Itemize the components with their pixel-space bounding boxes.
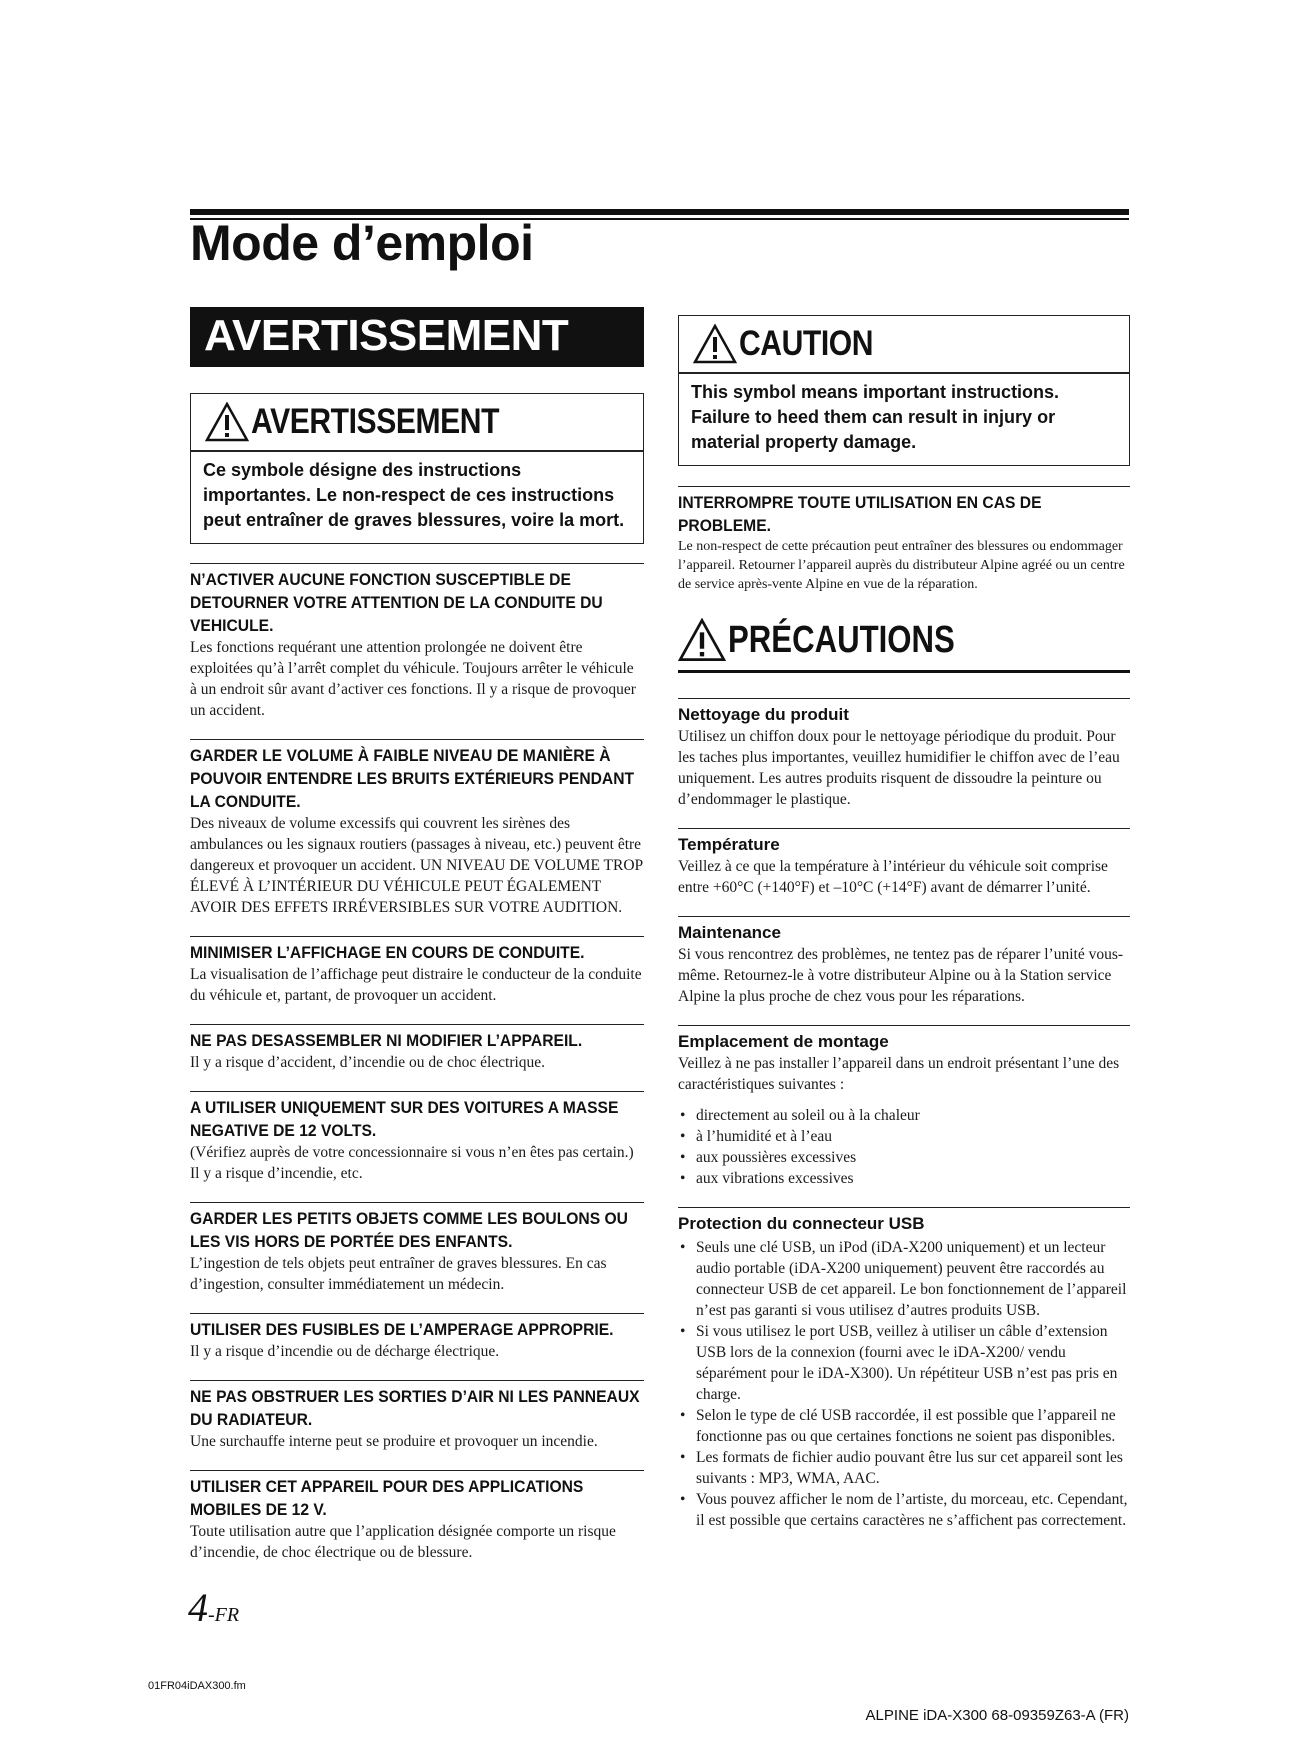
list-item: • à l’humidité et à l’eau [678, 1126, 1130, 1147]
section-heading: GARDER LES PETITS OBJETS COMME LES BOULONS OU LES VIS HORS DE PORTÉE DES ENFANTS. [190, 1209, 628, 1251]
section-emplacement [678, 1025, 1130, 1189]
section-temperature [678, 828, 1130, 898]
section-petits-objets [190, 1202, 644, 1295]
list-item: • Vous pouvez afficher le nom de l’artiste, du morceau, etc. Cependant, il est possible que certains caractères ne s’affichent pas correctement. [678, 1489, 1130, 1531]
warning-triangle-icon [678, 618, 726, 662]
section-body: La visualisation de l’affichage peut distraire le conducteur de la conduite du véhicule et, partant, de provoquer un accident. [190, 966, 642, 1004]
page-number-value: 4 [188, 1585, 208, 1630]
section-body: Veillez à ce que la température à l’intérieur du véhicule soit comprise entre +60°C (+140°F) et –10°C (+14°F) avant de démarrer l’unité. [678, 858, 1108, 896]
section-heading: N’ACTIVER AUCUNE FONCTION SUSCEPTIBLE DE DETOURNER VOTRE ATTENTION DE LA CONDUITE DU VEHICULE. [190, 570, 603, 635]
page-number-suffix: -FR [208, 1604, 240, 1626]
section-body: Toute utilisation autre que l’application désignée comporte un risque d’incendie, de choc électrique ou de blessure. [190, 1523, 616, 1561]
precautions-header [678, 610, 1130, 673]
list-item: • Si vous utilisez le port USB, veillez à utiliser un câble d’extension USB lors de la connexion (fourni avec le iDA-X200/ vendu séparément pour le iDA-X300). Un répétiteur USB n’est pas pris en charge. [678, 1321, 1130, 1405]
section-affichage [190, 936, 644, 1006]
section-body: Des niveaux de volume excessifs qui couvrent les sirènes des ambulances ou les signaux routiers (passages à niveau, etc.) peuvent être dangereux et provoquer un accident. UN NIVEAU DE VOLUME TROP ÉLEVÉ À L’INTÉRIEUR DU VÉHICULE PEUT ÉGALEMENT AVOIR DES EFFETS IRRÉVERSIBLES SUR VOTRE AUDITION. [190, 815, 643, 916]
section-desassembler [190, 1024, 644, 1073]
section-heading: Nettoyage du produit [678, 705, 849, 724]
section-maintenance [678, 916, 1130, 1007]
section-body: (Vérifiez auprès de votre concessionnaire si vous n’en êtes pas certain.) Il y a risque d’incendie, etc. [190, 1144, 634, 1182]
caution-box [678, 315, 1130, 466]
section-heading: MINIMISER L’AFFICHAGE EN COURS DE CONDUITE. [190, 943, 585, 962]
mounting-list [678, 1105, 1130, 1189]
section-heading: INTERROMPRE TOUTE UTILISATION EN CAS DE PROBLEME. [678, 493, 1042, 535]
caution-box-heading: CAUTION [739, 324, 874, 363]
section-body: Les fonctions requérant une attention prolongée ne doivent être exploitées qu’à l’arrêt complet du véhicule. Toujours arrêter le véhicule à un endroit sûr avant d’activer ces fonctions. Il y a risque de provoquer un accident. [190, 639, 636, 719]
section-usb [678, 1207, 1130, 1531]
section-nettoyage [678, 698, 1130, 810]
section-volume [190, 739, 644, 918]
section-heading: NE PAS DESASSEMBLER NI MODIFIER L’APPAREIL. [190, 1031, 583, 1050]
section-body: Une surchauffe interne peut se produire et provoquer un incendie. [190, 1433, 598, 1450]
warning-box [190, 393, 644, 544]
section-body: Il y a risque d’accident, d’incendie ou de choc électrique. [190, 1054, 546, 1071]
warning-box-heading: AVERTISSEMENT [251, 402, 500, 441]
section-masse-negative [190, 1091, 644, 1184]
section-body: Le non-respect de cette précaution peut entraîner des blessures ou endommager l’appareil. Retourner l’appareil auprès du distributeur Alpine agréé ou un centre de service après-vente Alpine en vue de la réparation. [678, 539, 1125, 592]
section-attention [190, 563, 644, 721]
section-heading: UTILISER CET APPAREIL POUR DES APPLICATIONS MOBILES DE 12 V. [190, 1477, 584, 1519]
section-heading: A UTILISER UNIQUEMENT SUR DES VOITURES A MASSE NEGATIVE DE 12 VOLTS. [190, 1098, 619, 1140]
right-column [678, 307, 1130, 1531]
caution-box-header [679, 316, 1129, 374]
footer-code: ALPINE iDA-X300 68-09359Z63-A (FR) [865, 1707, 1129, 1724]
precautions-heading: PRÉCAUTIONS [728, 618, 955, 661]
section-heading: Emplacement de montage [678, 1032, 889, 1051]
warning-triangle-icon [693, 324, 737, 364]
section-body: Il y a risque d’incendie ou de décharge électrique. [190, 1343, 500, 1360]
section-sorties-air [190, 1380, 644, 1452]
warning-triangle-icon [205, 402, 249, 442]
section-applications-12v [190, 1470, 644, 1563]
avertissement-banner: AVERTISSEMENT [190, 307, 644, 367]
warning-box-text: Ce symbole désigne des instructions importantes. Le non-respect de ces instructions peut entraîner de graves blessures, voire la mort. [203, 460, 625, 530]
caution-box-text: This symbol means important instructions. Failure to heed them can result in injury or material property damage. [691, 382, 1060, 452]
section-body: Veillez à ne pas installer l’appareil dans un endroit présentant l’une des caractéristiques suivantes : [678, 1055, 1120, 1093]
list-item: • Selon le type de clé USB raccordée, il est possible que l’appareil ne fonctionne pas ou que certaines fonctions ne soient pas disponibles. [678, 1405, 1130, 1447]
page-number [188, 1584, 239, 1631]
section-interrompre [678, 486, 1130, 594]
section-heading: NE PAS OBSTRUER LES SORTIES D’AIR NI LES PANNEAUX DU RADIATEUR. [190, 1387, 640, 1429]
section-heading: Température [678, 835, 780, 854]
list-item: • aux vibrations excessives [678, 1168, 1130, 1189]
list-item: • aux poussières excessives [678, 1147, 1130, 1168]
list-item: • Les formats de fichier audio pouvant être lus sur cet appareil sont les suivants : MP3, WMA, AAC. [678, 1447, 1130, 1489]
section-body: Si vous rencontrez des problèmes, ne tentez pas de réparer l’unité vous-même. Retournez-le à votre distributeur Alpine ou à la Station service Alpine la plus proche de chez vous pour les réparations. [678, 946, 1124, 1005]
usb-list [678, 1237, 1130, 1531]
section-heading: Maintenance [678, 923, 781, 942]
list-item: • directement au soleil ou à la chaleur [678, 1105, 1130, 1126]
file-name: 01FR04iDAX300.fm [148, 1680, 246, 1692]
warning-box-header [191, 394, 643, 452]
section-heading: Protection du connecteur USB [678, 1214, 925, 1233]
section-heading: UTILISER DES FUSIBLES DE L’AMPERAGE APPROPRIE. [190, 1320, 614, 1339]
section-fusibles [190, 1313, 644, 1362]
left-column [190, 307, 644, 1563]
section-body: Utilisez un chiffon doux pour le nettoyage périodique du produit. Pour les taches plus importantes, veuillez humidifier le chiffon avec de l’eau uniquement. Les autres produits risquent de dissoudre la peinture ou d’endommager le plastique. [678, 728, 1120, 808]
section-body: L’ingestion de tels objets peut entraîner de graves blessures. En cas d’ingestion, consulter immédiatement un médecin. [190, 1255, 607, 1293]
page-title: Mode d’emploi [190, 215, 534, 271]
section-heading: GARDER LE VOLUME À FAIBLE NIVEAU DE MANIÈRE À POUVOIR ENTENDRE LES BRUITS EXTÉRIEURS PENDANT LA CONDUITE. [190, 746, 635, 811]
list-item: • Seuls une clé USB, un iPod (iDA-X200 uniquement) et un lecteur audio portable (iDA-X200 uniquement) peuvent être raccordés au connecteur USB de cet appareil. Le bon fonctionnement de l’appareil n’est pas garanti si vous utilisez d’autres produits USB. [678, 1237, 1130, 1321]
